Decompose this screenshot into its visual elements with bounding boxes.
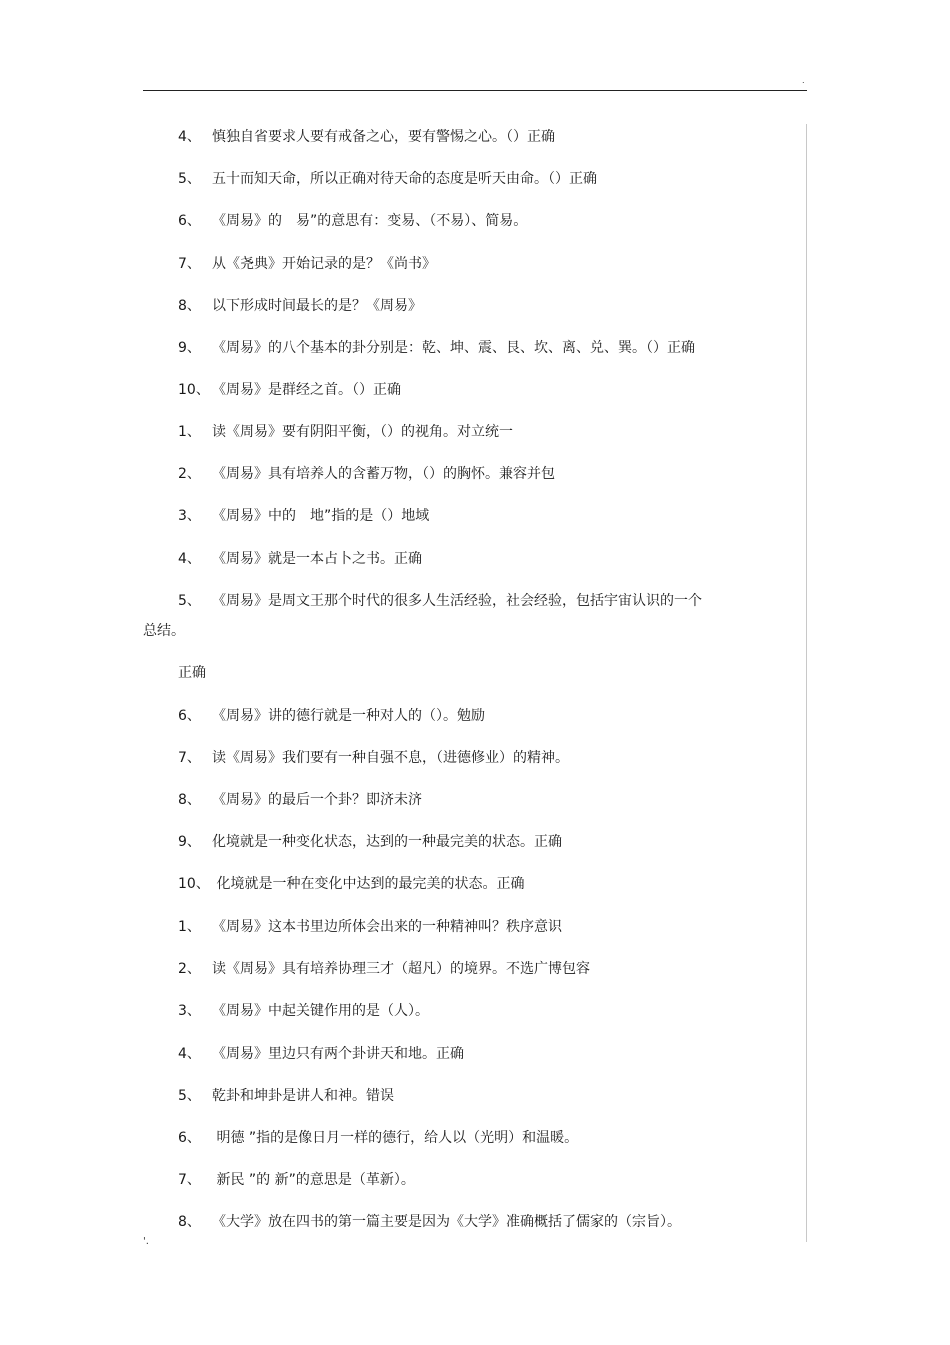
item-number: 4、 bbox=[178, 129, 201, 145]
item-number: 5、 bbox=[178, 1088, 201, 1104]
item-number: 2、 bbox=[178, 961, 201, 977]
list-item bbox=[178, 1087, 394, 1105]
item-number: 7、 bbox=[178, 750, 201, 766]
list-item bbox=[178, 791, 422, 809]
list-item bbox=[178, 1045, 464, 1063]
item-text: 《周易》里边只有两个卦讲天和地。正确 bbox=[212, 1046, 464, 1062]
item-text: 慎独自省要求人要有戒备之心，要有警惕之心。（）正确 bbox=[212, 129, 555, 145]
list-item bbox=[178, 592, 702, 610]
footer-mark: '. bbox=[143, 1236, 149, 1247]
item-number: 4、 bbox=[178, 1046, 201, 1062]
item-text: 明德 ”指的是像日月一样的德行，给人以（光明）和温暖。 bbox=[212, 1130, 579, 1146]
list-item bbox=[178, 1171, 415, 1189]
list-item bbox=[178, 1002, 429, 1020]
list-item bbox=[178, 297, 422, 315]
list-item bbox=[178, 1213, 681, 1231]
item-number: 10、 bbox=[178, 876, 210, 892]
list-item bbox=[178, 423, 513, 441]
header-rule bbox=[143, 90, 807, 91]
list-item bbox=[178, 664, 206, 682]
item-text: 《周易》中的 地”指的是（）地域 bbox=[212, 508, 430, 524]
item-text: 以下形成时间最长的是？《周易》 bbox=[212, 298, 422, 314]
item-text: 《周易》这本书里边所体会出来的一种精神叫？秩序意识 bbox=[212, 919, 562, 935]
item-text: 读《周易》我们要有一种自强不息，（进德修业）的精神。 bbox=[212, 750, 569, 766]
item-text: 《周易》中起关键作用的是（人）。 bbox=[212, 1003, 429, 1019]
list-item bbox=[178, 550, 422, 568]
item-text: 《周易》的八个基本的卦分别是：乾、坤、震、艮、坎、离、兑、巽。（）正确 bbox=[212, 340, 695, 356]
list-item bbox=[178, 918, 562, 936]
item-text: 读《周易》要有阴阳平衡，（）的视角。对立统一 bbox=[212, 424, 513, 440]
item-text: 正确 bbox=[178, 665, 206, 681]
page-edge bbox=[806, 124, 807, 1242]
list-item bbox=[178, 339, 695, 357]
item-text: 新民 ”的 新”的意思是（革新）。 bbox=[212, 1172, 415, 1188]
item-text: 化境就是一种变化状态，达到的一种最完美的状态。正确 bbox=[212, 834, 562, 850]
item-text: 《周易》是周文王那个时代的很多人生活经验，社会经验，包括宇宙认识的一个 bbox=[212, 593, 702, 609]
item-number: 6、 bbox=[178, 213, 201, 229]
list-item bbox=[178, 507, 429, 525]
item-number: 9、 bbox=[178, 340, 201, 356]
item-continuation: 总结。 bbox=[143, 623, 185, 639]
item-number: 6、 bbox=[178, 708, 201, 724]
list-item bbox=[178, 749, 569, 767]
item-number: 7、 bbox=[178, 256, 201, 272]
item-text: 《周易》的 易”的意思有：变易、（不易）、简易。 bbox=[212, 213, 528, 229]
item-number: 8、 bbox=[178, 1214, 201, 1230]
item-text: 读《周易》具有培养协理三才（超凡）的境界。不选广博包容 bbox=[212, 961, 590, 977]
item-text: 《周易》具有培养人的含蓄万物，（）的胸怀。兼容并包 bbox=[212, 466, 555, 482]
list-item bbox=[178, 465, 555, 483]
list-item bbox=[178, 212, 527, 230]
item-text: 五十而知天命，所以正确对待天命的态度是听天由命。（）正确 bbox=[212, 171, 597, 187]
list-item bbox=[178, 128, 555, 146]
list-item bbox=[178, 170, 597, 188]
item-number: 1、 bbox=[178, 919, 201, 935]
item-text: 《大学》放在四书的第一篇主要是因为《大学》准确概括了儒家的（宗旨）。 bbox=[212, 1214, 681, 1230]
item-text: 《周易》就是一本占卜之书。正确 bbox=[212, 551, 422, 567]
item-number: 2、 bbox=[178, 466, 201, 482]
item-text: 《周易》讲的德行就是一种对人的（）。勉励 bbox=[212, 708, 485, 724]
list-item bbox=[178, 833, 562, 851]
item-number: 9、 bbox=[178, 834, 201, 850]
item-number: 3、 bbox=[178, 508, 201, 524]
item-number: 8、 bbox=[178, 792, 201, 808]
item-number: 7、 bbox=[178, 1172, 201, 1188]
item-text: 《周易》的最后一个卦？即济未济 bbox=[212, 792, 422, 808]
item-text: 《周易》是群经之首。（）正确 bbox=[212, 382, 401, 398]
list-item bbox=[178, 1129, 578, 1147]
item-text: 从《尧典》开始记录的是？《尚书》 bbox=[212, 256, 436, 272]
item-number: 10、 bbox=[178, 382, 210, 398]
list-item bbox=[178, 875, 524, 893]
item-text: 化境就是一种在变化中达到的最完美的状态。正确 bbox=[212, 876, 525, 892]
item-text: 乾卦和坤卦是讲人和神。错误 bbox=[212, 1088, 394, 1104]
item-number: 5、 bbox=[178, 593, 201, 609]
header-mark: . bbox=[802, 76, 805, 85]
item-number: 8、 bbox=[178, 298, 201, 314]
list-item bbox=[178, 381, 401, 399]
item-number: 3、 bbox=[178, 1003, 201, 1019]
item-number: 1、 bbox=[178, 424, 201, 440]
item-number: 6、 bbox=[178, 1130, 201, 1146]
list-item bbox=[178, 707, 485, 725]
list-item bbox=[178, 960, 590, 978]
list-item bbox=[178, 255, 436, 273]
item-number: 4、 bbox=[178, 551, 201, 567]
item-number: 5、 bbox=[178, 171, 201, 187]
